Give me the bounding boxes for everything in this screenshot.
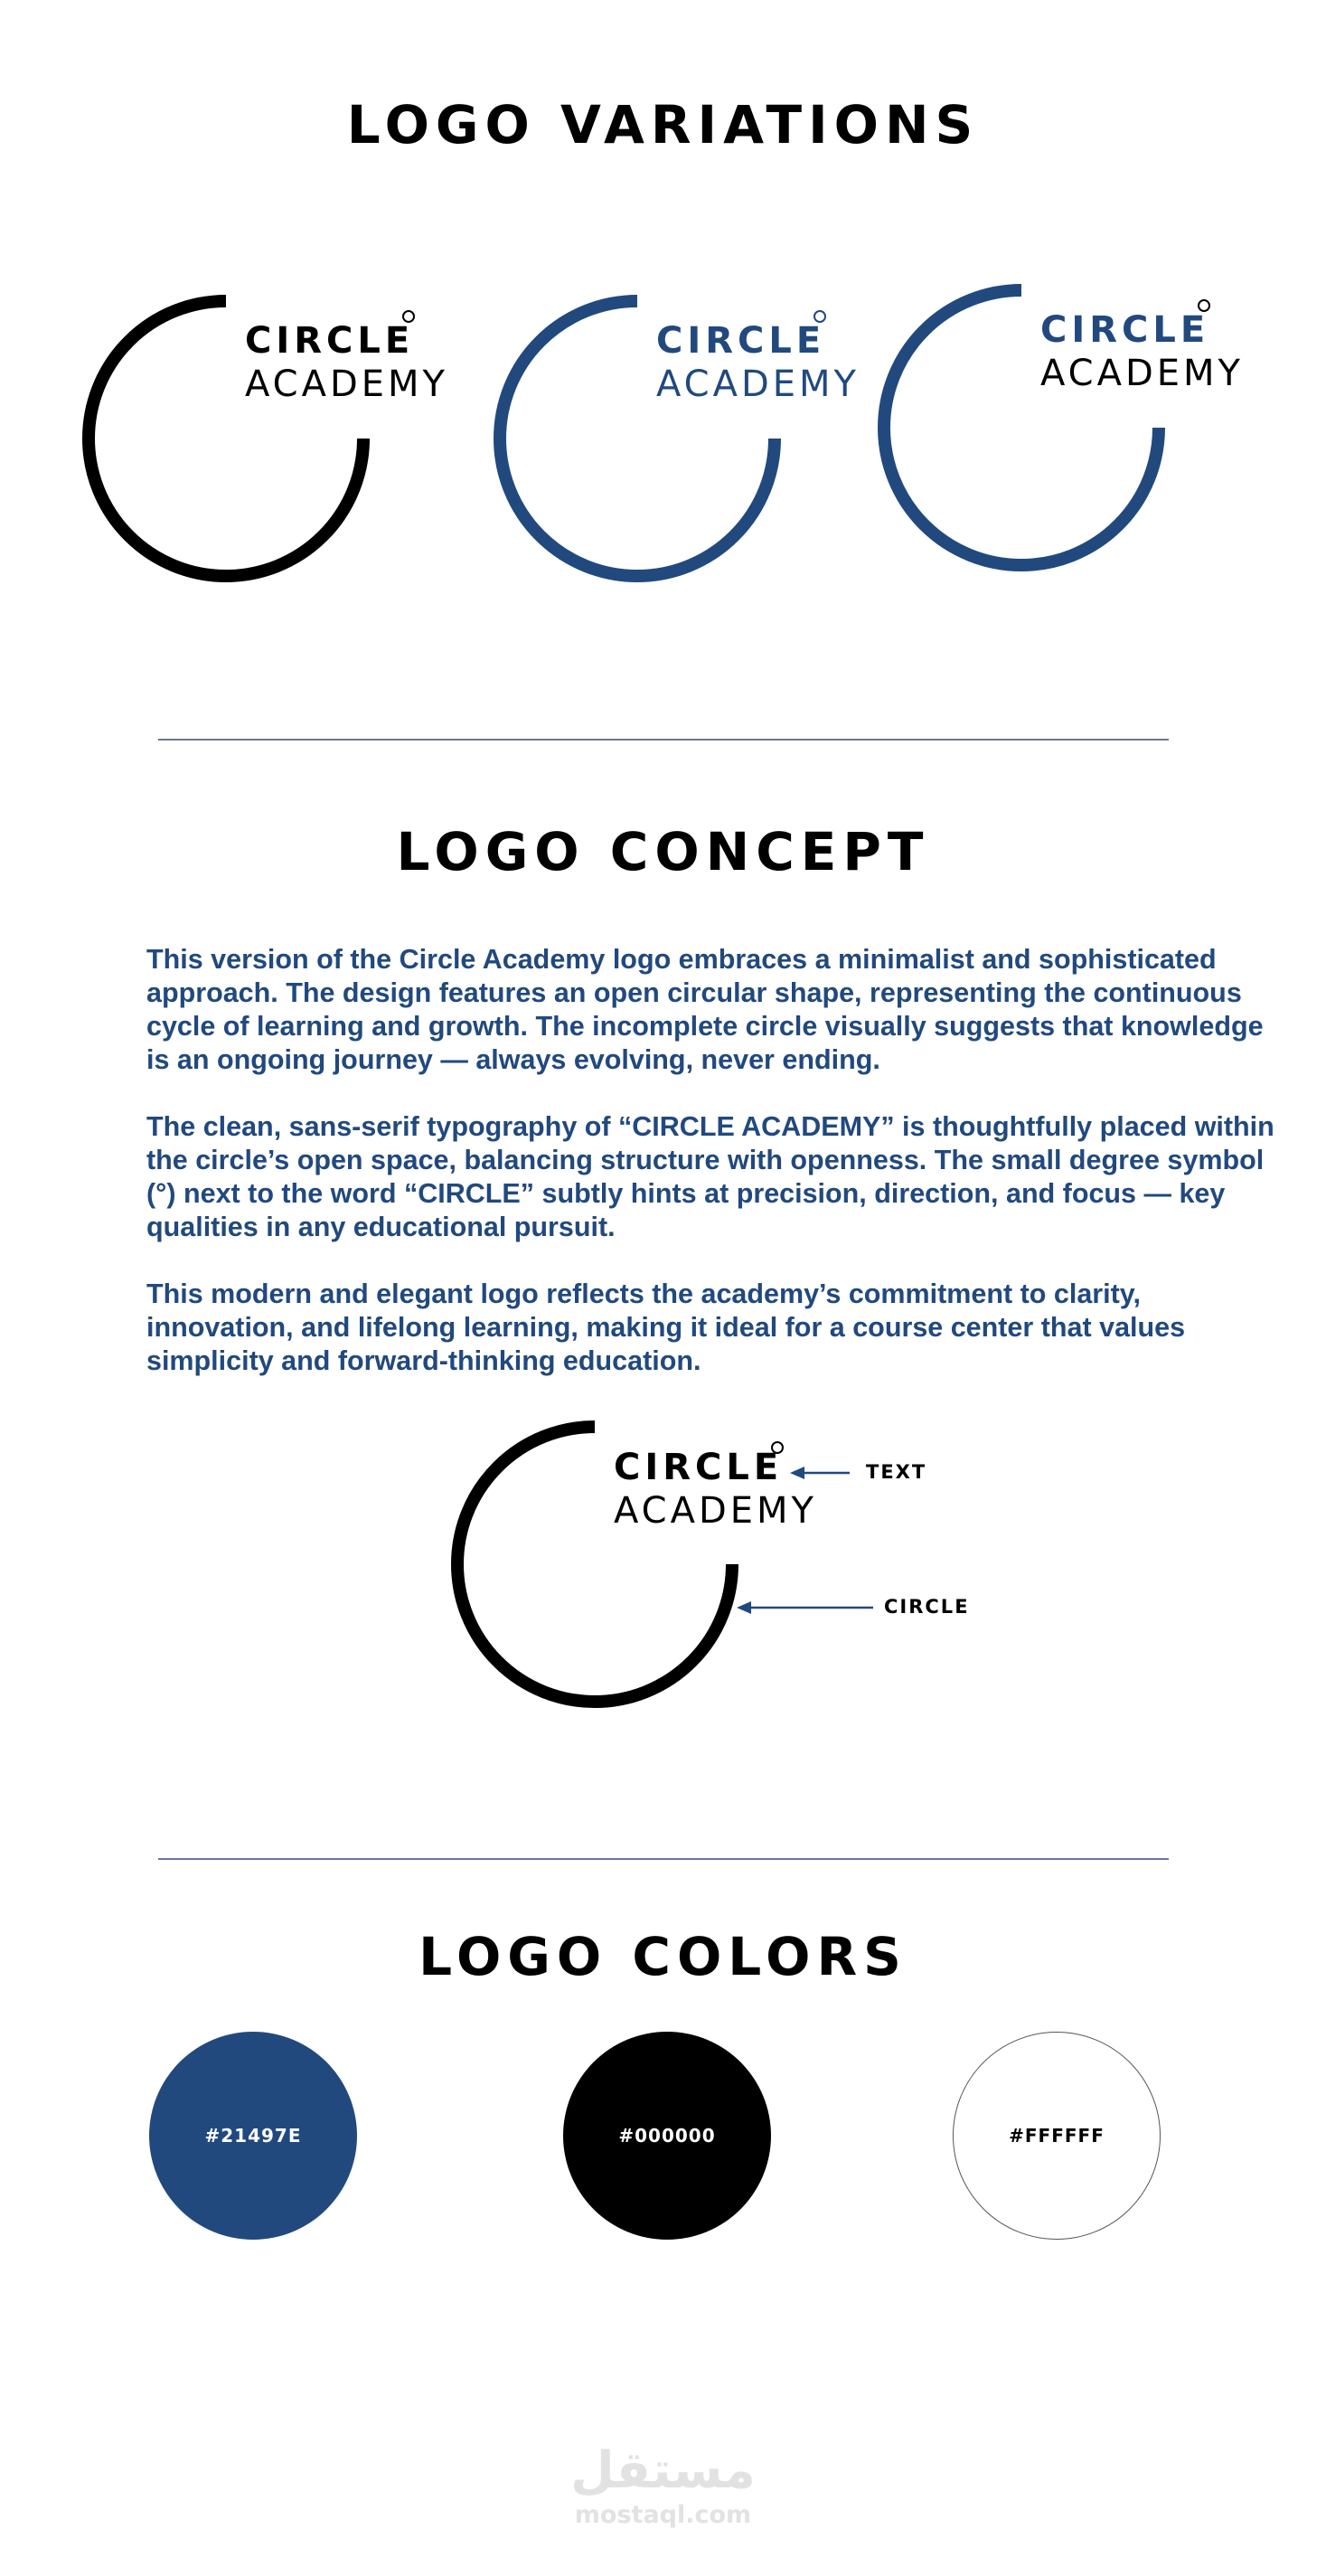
color-swatch-blue bbox=[149, 2032, 357, 2240]
logo-colors-title: LOGO COLORS bbox=[418, 1926, 908, 1987]
section-divider bbox=[158, 739, 1169, 741]
logo-variations-title: LOGO VARIATIONS bbox=[346, 94, 980, 156]
watermark-latin: mostaql.com bbox=[574, 2501, 752, 2529]
logo-word-circle: CIRCLE bbox=[1040, 309, 1210, 351]
text-pointer-arrow bbox=[790, 1467, 850, 1479]
concept-paragraph-3: This modern and elegant logo reflects the academy’s commitment to clarity, innovation, and lifelong learning, making it ideal for a course center that values simplicity and forward-thinking education. bbox=[146, 1279, 1186, 1376]
concept-paragraph-1: This version of the Circle Academy logo embraces a minimalist and sophisticated approach. The design features an open circular shape, representing the continuous cycle of learning and growth. The incomplete circle visually suggests that knowledge is an ongoing journey — always evolving, never ending. bbox=[146, 944, 1264, 1075]
circle-pointer-arrow bbox=[737, 1601, 873, 1614]
color-swatch-black bbox=[563, 2032, 771, 2240]
watermark-arabic: مستقل bbox=[570, 2441, 756, 2500]
color-hex-label: #21497E bbox=[204, 2125, 302, 2147]
color-swatch-white bbox=[953, 2032, 1161, 2240]
section-divider bbox=[158, 1858, 1169, 1860]
logo-word-academy: ACADEMY bbox=[1040, 353, 1244, 394]
logo-word-circle: CIRCLE bbox=[245, 320, 415, 362]
logo-word-circle: CIRCLE bbox=[656, 320, 826, 362]
color-hex-label: #FFFFFF bbox=[1009, 2125, 1105, 2147]
logo-word-academy: ACADEMY bbox=[614, 1490, 817, 1532]
logo-word-academy: ACADEMY bbox=[245, 363, 448, 405]
annotated-logo-graphic bbox=[0, 1356, 1326, 1763]
logo-word-academy: ACADEMY bbox=[656, 363, 860, 405]
annotation-text-label: TEXT bbox=[866, 1461, 927, 1483]
logo-concept-title: LOGO CONCEPT bbox=[396, 821, 930, 882]
arrow-head-icon bbox=[790, 1467, 804, 1479]
color-hex-label: #000000 bbox=[618, 2125, 716, 2147]
concept-paragraph-2: The clean, sans-serif typography of “CIRCLE ACADEMY” is thoughtfully placed within the circle’s open space, balancing structure with openness. The small degree symbol (°) next to the word “CIRCLE” subtly hints at precision, direction, and focus — key qualities in any educational pursuit. bbox=[146, 1111, 1274, 1242]
arrow-head-icon bbox=[737, 1601, 751, 1614]
annotation-circle-label: CIRCLE bbox=[884, 1596, 970, 1618]
logo-word-circle: CIRCLE bbox=[614, 1447, 784, 1488]
